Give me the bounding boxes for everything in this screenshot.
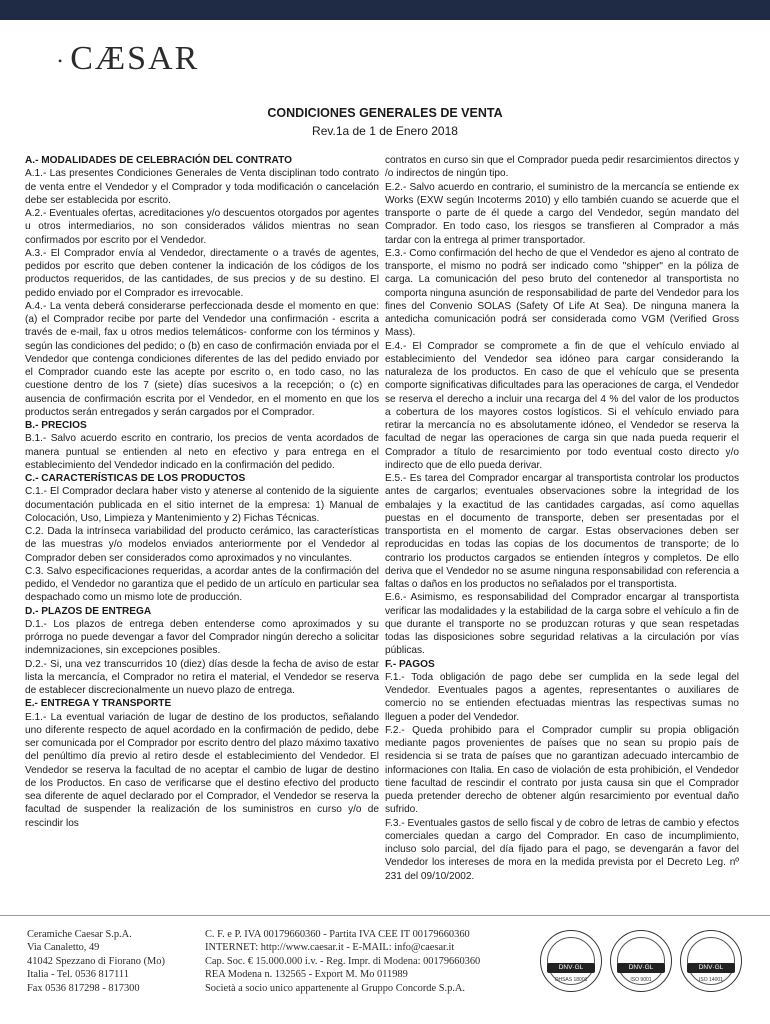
clause-paragraph: E.5.- Es tarea del Comprador encargar al transportista controlar los productos antes de cargarlos; eventuales observaciones sobre la integridad de los embalajes y la exactitud de las cantidades cargadas, así como aquellas puestas en el documento de transporte, deben ser presentadas por el transportista en el momento de cargar. Estas observaciones deben ser reproducidas en todas las copias de los documentos de transporte; de lo contrario los productos cargados se entienden íntegros y completos. De ello deriva que el Vendedor no se asume ninguna responsabilidad con referencia a faltas o daños en los productos no señalados por el transportista. [385, 473, 739, 590]
logo-dot-left: • [58, 53, 65, 68]
clause-paragraph: E.2.- Salvo acuerdo en contrario, el suministro de la mercancía se entiende ex Works (EXW según Incoterms 2010) y ello también cuando se acuerde que el transporte o parte de él quede a cargo del Vendedor, según mandato del Comprador. En todo caso, los riesgos se transfieren al Comprador a más tardar con la entrega al primer transportador. [385, 181, 739, 246]
clause-paragraph: E.3.- Como confirmación del hecho de que el Vendedor es ajeno al contrato de transporte, el mismo no podrá ser indicado como "shipper" en la póliza de carga. La comunicación del peso bruto del contenedor al transportista no comporta ninguna asunción de responsabilidad de parte del Vendedor para los fines del Convenio SOLAS (Safety Of Life At Sea). De ninguna manera la antedicha comunicación podrá ser considerada como VGM (Verified Gross Mass). [385, 247, 739, 339]
clause-paragraph: C.1.- El Comprador declara haber visto y atenerse al contenido de la siguiente documentación publicada en el sitio internet de la empresa: 1) Manual de Colocación, Uso, Limpieza y Mantenimiento y 2) Fichas Técnicas. [25, 486, 379, 524]
clause-paragraph: C.2. Dada la intrínseca variabilidad del producto cerámico, las características de las muestras y/o modelos enviados anteriormente por el Vendedor al Comprador deben ser considerados como aproximados y no vinculantes. [25, 526, 379, 564]
clause-paragraph: D.1.- Los plazos de entrega deben entenderse como aproximados y su prórroga no puede devengar a favor del Comprador ningún derecho a solicitar indemnizaciones, sin excepciones posibles. [25, 618, 379, 657]
seal-badge: DNV·GL [547, 963, 595, 973]
clause-paragraph: A.1.- Las presentes Condiciones Generales de Venta disciplinan todo contrato de venta entre el Vendedor y el Comprador y toda modificación o cancelación debe ser establecida por escrito. [25, 168, 379, 206]
certification-seal-icon [680, 930, 742, 992]
footer-company-line: Italia - Tel. 0536 817111 [27, 969, 129, 981]
footer-company-line: Fax 0536 817298 - 817300 [27, 982, 140, 994]
footer-company-info [27, 928, 165, 995]
footer-divider [0, 915, 770, 916]
clause-paragraph: E.4.- El Comprador se compromete a fin de que el vehículo enviado al establecimiento del Vendedor sea idóneo para cargar considerando la naturaleza de los productos. En caso de que el vehículo que se presenta comporte significativas dificultades para las operaciones de carga, el Vendedor se reserva el derecho a incluir una recarga del 4 % del valor de los productos a cobertura de los mayores costos logísticos. Si el vehículo enviado para retirar la mercancía no es absolutamente idóneo, el Vendedor se reserva la facultad de negar las operaciones de carga sin que nada pueda requerir el Comprador a título de resarcimiento por todo eventual costo directo y/o indirecto que de ello pueda derivar. [385, 340, 739, 471]
footer-company-line: Ceramiche Caesar S.p.A. [27, 929, 132, 940]
section-heading: C.- CARACTERÍSTICAS DE LOS PRODUCTOS [25, 473, 246, 484]
seal-badge: DNV·GL [687, 963, 735, 973]
clause-paragraph: contratos en curso sin que el Comprador pueda pedir resarcimientos directos y /o indirectos de ningún tipo. [385, 155, 739, 180]
clause-paragraph: A.3.- El Comprador envía al Vendedor, directamente o a través de agentes, pedidos por escrito que deben contener la indicación de los códigos de los productos requeridos, de las cantidades, de sus precios y de su destino. El pedido enviado por el Comprador es irrevocable. [25, 247, 379, 299]
footer-company-line: 41042 Spezzano di Fiorano (Mo) [27, 955, 165, 967]
seal-standard-code: OHSAS 18001 [554, 977, 588, 983]
seal-standard-code: ISO 14001 [699, 977, 723, 983]
section-heading: A.- MODALIDADES DE CELEBRACIÓN DEL CONTRATO [25, 155, 292, 166]
document-title: CONDICIONES GENERALES DE VENTA [267, 106, 503, 120]
footer-legal-line: INTERNET: http://www.caesar.it - E-MAIL: info@caesar.it [205, 942, 455, 954]
seal-badge: DNV·GL [617, 963, 665, 973]
clause-paragraph: B.1.- Salvo acuerdo escrito en contrario, los precios de venta acordados de manera puntual se entienden al neto en efectivo y para entrega en el establecimiento del Vendedor indicado en la confirmación del pedido. [25, 433, 379, 471]
top-color-band [0, 0, 770, 20]
section-heading: D.- PLAZOS DE ENTREGA [25, 605, 152, 617]
clause-paragraph: E.1.- La eventual variación de lugar de destino de los productos, señalando uno diferente respecto de aquel acordado en la confirmación de pedido, debe ser comunicada por el Comprador por escrito dentro del plazo máximo taxativo del penúltimo día previo al retiro desde el establecimiento del Vendedor. El Vendedor se reserva la facultad de no aceptar el cambio de lugar de destino de los Productos. En caso de verificarse que el destino efectivo del producto sea diferente de aquel declarado por el Comprador, el Vendedor se reserva la facultad de suspender la realización de los suministros en curso y/o de rescindir los [25, 711, 379, 829]
footer-legal-line: REA Modena n. 132565 - Export M. Mo 011989 [205, 969, 408, 981]
clause-paragraph: A.2.- Eventuales ofertas, acreditaciones y/o descuentos otorgados por agentes u otros intermediarios, no son considerados válidos mientras no sean confirmados por escrito por el Vendedor. [25, 208, 379, 246]
clause-paragraph: A.4.- La venta deberá considerarse perfeccionada desde el momento en que: (a) el Comprador recibe por parte del Vendedor una confirmación - escrita a través de e-mail, fax u otros medios telemáticos- conforme con los términos y según las condiciones del pedido; o (b) en caso de confirmación enviada por el Vendedor que contenga condiciones diferentes de las del pedido enviado por el Comprador cuando este las acepte por escrito o, en todo caso, no las cuestione dentro de los 7 (siete) días sucesivos a la recepción; o (c) en ausencia de confirmación escrita por el Vendedor, en el momento en que los productos serán entregados y serán cargados por el Comprador. [25, 300, 379, 418]
clause-paragraph: C.3. Salvo especificaciones requeridas, a acordar antes de la confirmación del pedido, el Vendedor no garantiza que el pedido de un artículo en particular sea despachado como un mismo lote de producción. [25, 565, 379, 604]
section-heading: E.- ENTREGA Y TRANSPORTE [25, 698, 172, 710]
footer-legal-line: Società a socio unico appartenente al Gruppo Concorde S.p.A. [205, 982, 465, 994]
certification-seal-icon [540, 930, 602, 992]
footer-legal-line: C. F. e P. IVA 00179660360 - Partita IVA CEE IT 00179660360 [205, 929, 470, 940]
document-revision: Rev.1a de 1 de Enero 2018 [312, 124, 458, 138]
seal-standard-code: ISO 9001 [630, 977, 652, 983]
footer-legal-line: Cap. Soc. € 15.000.000 i.v. - Reg. Impr. di Modena: 00179660360 [205, 955, 481, 967]
clause-paragraph: D.2.- Si, una vez transcurridos 10 (diez) días desde la fecha de aviso de estar lista la mercancía, el Comprador no retira el material, el Vendedor se reserva de establecer discrecionalmente un nuevo plazo de entrega. [25, 658, 379, 696]
certification-seals [540, 922, 750, 1006]
left-column [25, 154, 379, 830]
footer-legal-info [205, 928, 480, 995]
certification-seal-icon [610, 930, 672, 992]
clause-paragraph: F.2.- Queda prohibido para el Comprador cumplir su propia obligación mediante pagos provenientes de países que no sean su propio país de residencia si se trata de países que no garantizan adecuado intercambio de informaciones con Italia. En caso de violación de esta prohibición, el Vendedor tiene facultad de rescindir el contrato por justa causa sin que el Comprador pueda pretender derecho de obtener algún resarcimiento por eventual daño sufrido. [385, 724, 739, 816]
footer-company-line: Via Canaletto, 49 [27, 942, 100, 954]
section-heading: F.- PAGOS [385, 658, 435, 670]
brand-logo [52, 40, 199, 78]
section-heading: B.- PRECIOS [25, 420, 87, 431]
right-column [385, 154, 739, 883]
clause-paragraph: E.6.- Asimismo, es responsabilidad del Comprador encargar al transportista verificar las modalidades y la estabilidad de la carga sobre el vehículo a fin de que durante el transporte no se produzcan roturas y que sean respetadas todas las disposiciones sobre seguridad relativas a la circulación por vías públicas. [385, 592, 739, 657]
clause-paragraph: F.3.- Eventuales gastos de sello fiscal y de cobro de letras de cambio y efectos comerciales quedan a cargo del Comprador. En caso de incumplimiento, incluso solo parcial, del día fijado para el pago, se devengarán a favor del Vendedor los intereses de mora en la medida prevista por el Decreto Leg. nº 231 del 09/10/2002. [385, 817, 739, 882]
brand-logo-text: CÆSAR [70, 40, 200, 77]
clause-paragraph: F.1.- Toda obligación de pago debe ser cumplida en la sede legal del Vendedor. Eventuales pagos a agentes, representantes o auxiliares de comercio no se entienden efectuadas mientras las respectivas sumas no lleguen a poder del Vendedor. [385, 671, 739, 723]
